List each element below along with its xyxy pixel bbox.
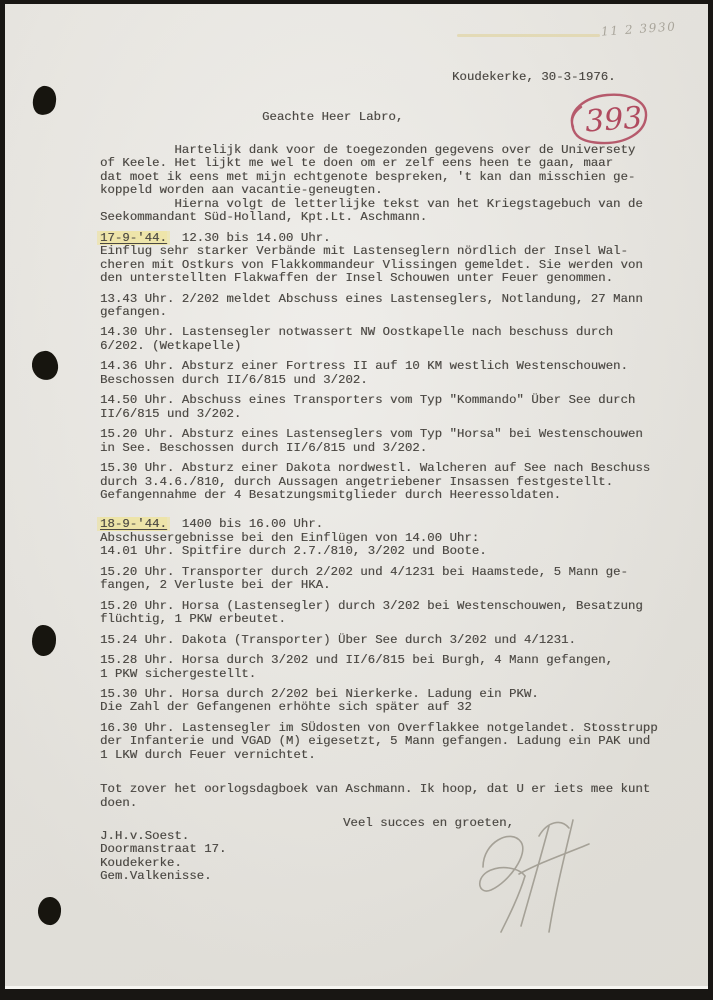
letter-line: durch 3.4.6./810, durch Aussagen angetriebener Insassen festgestellt. [100, 474, 614, 489]
letter-line: der Infanterie und VGAD (M) eigesetzt, 5 Mann gefangen. Ladung ein PAK und [100, 734, 651, 749]
paragraph [100, 722, 690, 762]
sender-block [100, 830, 226, 884]
letter-line: 13.43 Uhr. 2/202 meldet Abschuss eines Lastenseglers, Notlandung, 27 Mann [100, 291, 643, 306]
signature-scribble-icon [453, 812, 613, 942]
paragraph [100, 566, 690, 593]
paragraph [100, 144, 690, 225]
pencil-annotation: 11 2 3930 [600, 19, 677, 39]
letter-line: 15.24 Uhr. Dakota (Transporter) Über See durch 3/202 und 4/1231. [100, 632, 576, 647]
paragraph [100, 783, 690, 810]
salutation: Geachte Heer Labro, [262, 110, 404, 124]
letter-line: Abschussergebnisse bei den Einflügen von 14.00 Uhr: [100, 530, 480, 545]
paragraph [100, 462, 690, 502]
letter-line: 15.30 Uhr. Absturz einer Dakota nordwestl. Walcheren auf See nach Beschuss [100, 461, 651, 476]
letter-line: cheren mit Ostkurs von Flakkommandeur Vlissingen gemeldet. Sie werden von [100, 257, 643, 272]
paragraph [100, 428, 690, 455]
sender-city: Koudekerke. [100, 855, 182, 870]
letter-line: 18-9-'44. 1400 bis 16.00 Uhr. [100, 517, 324, 532]
paragraph [100, 360, 690, 387]
letter-line: Hartelijk dank voor de toegezonden gegevens over de Universety [100, 143, 636, 157]
letter-line: 1 LKW durch Feuer vernichtet. [100, 747, 316, 762]
letter-line: of Keele. Het lijkt me wel te doen om er zelf eens heen te gaan, maar [100, 156, 614, 171]
letter-line: 14.30 Uhr. Lastensegler notwassert NW Oostkapelle nach beschuss durch [100, 325, 614, 340]
closing-line: Veel succes en groeten, [343, 816, 515, 830]
punch-hole [37, 896, 62, 926]
paragraph [100, 518, 690, 558]
letter-line: 15.30 Uhr. Horsa durch 2/202 bei Nierkerke. Ladung ein PKW. [100, 686, 539, 701]
sender-municipality: Gem.Valkenisse. [100, 869, 212, 884]
letter-line: 16.30 Uhr. Lastensegler im SÜdosten von Overflakkee notgelandet. Stosstrupp [100, 720, 658, 735]
letter-line: Seekommandant Süd-Holland, Kpt.Lt. Aschmann. [100, 210, 428, 225]
letter-line: Gefangennahme der 4 Besatzungsmitglieder durch Heeressoldaten. [100, 487, 562, 502]
paragraph [100, 654, 690, 681]
letter-line: doen. [100, 795, 138, 810]
paragraph [100, 326, 690, 353]
yellow-smear [457, 34, 600, 37]
paragraph [100, 293, 690, 320]
highlighted-date: 17-9-'44. [100, 230, 167, 245]
paragraph [100, 232, 690, 286]
stamp-number: 393 [583, 100, 644, 140]
letter-line: den unterstellten Flakwaffen der Insel Schouwen unter Feuer genommen. [100, 271, 614, 286]
letter-line: 14.36 Uhr. Absturz einer Fortress II auf 10 KM westlich Westenschouwen. [100, 359, 628, 374]
highlighted-date: 18-9-'44. [100, 517, 167, 532]
circled-number-stamp [559, 89, 653, 149]
letter-body [100, 144, 690, 810]
letter-line: 14.01 Uhr. Spitfire durch 2.7./810, 3/202 und Boote. [100, 544, 487, 559]
signature [453, 812, 613, 942]
letter-line: Tot zover het oorlogsdagboek van Aschmann. Ik hoop, dat U er iets mee kunt [100, 782, 651, 797]
paragraph [100, 688, 690, 715]
letter-line: 15.28 Uhr. Horsa durch 3/202 und II/6/815 bei Burgh, 4 Mann gefangen, [100, 653, 614, 668]
paragraph [100, 394, 690, 421]
letter-line: 15.20 Uhr. Absturz eines Lastenseglers vom Typ "Horsa" bei Westenschouwen [100, 427, 643, 442]
punch-hole [31, 350, 60, 382]
sender-name: J.H.v.Soest. [100, 829, 190, 843]
letter-line: Einflug sehr starker Verbände mit Lastenseglern nördlich der Insel Wal- [100, 244, 628, 259]
place-date: Koudekerke, 30-3-1976. [452, 70, 616, 84]
punch-hole [31, 85, 58, 117]
letter-line: Beschossen durch II/6/815 und 3/202. [100, 372, 368, 387]
hand-drawn-circle-icon [559, 89, 653, 149]
paragraph [100, 600, 690, 627]
letter-line: dat moet ik eens met mijn echtgenote bespreken, 't kan dan misschien ge- [100, 169, 636, 184]
paragraph [100, 634, 690, 647]
letter-line: flüchtig, 1 PKW erbeutet. [100, 612, 286, 627]
letter-line: Hierna volgt de letterlijke tekst van het Kriegstagebuch van de [100, 196, 643, 211]
paper-sheet [5, 4, 708, 986]
letter-line: Die Zahl der Gefangenen erhöhte sich später auf 32 [100, 700, 472, 715]
letter-line: 15.20 Uhr. Transporter durch 2/202 und 4/1231 bei Haamstede, 5 Mann ge- [100, 564, 628, 579]
letter-line: koppeld worden aan vacantie-geneugten. [100, 183, 383, 198]
sender-street: Doormanstraat 17. [100, 842, 227, 857]
letter-line: 17-9-'44. 12.30 bis 14.00 Uhr. [100, 230, 331, 245]
letter-line: fangen, 2 Verluste bei der HKA. [100, 578, 331, 593]
letter-line: II/6/815 und 3/202. [100, 406, 242, 421]
letter-line: 1 PKW sichergestellt. [100, 666, 257, 681]
letter-line: 15.20 Uhr. Horsa (Lastensegler) durch 3/202 bei Westenschouwen, Besatzung [100, 598, 643, 613]
punch-hole [32, 625, 56, 656]
letter-line: 6/202. (Wetkapelle) [100, 338, 242, 353]
letter-line: 14.50 Uhr. Abschuss eines Transporters vom Typ "Kommando" Über See durch [100, 393, 636, 408]
letter-line: gefangen. [100, 304, 167, 319]
letter-line: in See. Beschossen durch II/6/815 und 3/202. [100, 440, 428, 455]
